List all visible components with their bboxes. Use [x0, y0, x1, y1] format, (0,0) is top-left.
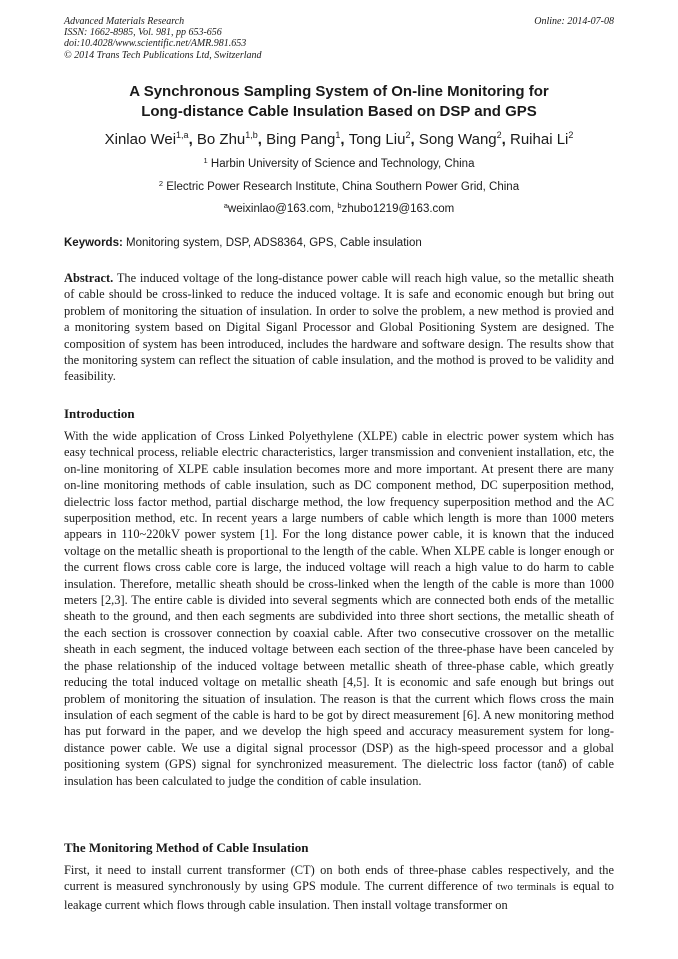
monitoring-body: First, it need to install current transformer (CT) on both ends of three-phase cables respectively, and the current is measured synchronously by using GPS module. The current difference of two terminals is equal to leakage current which flows through cable insulation. Then install voltage transformer on: [64, 863, 614, 912]
author-sup: 2: [496, 130, 502, 140]
email-link[interactable]: zhubo1219@163.com: [341, 203, 455, 215]
keywords-text: Monitoring system, DSP, ADS8364, GPS, Cable insulation: [126, 237, 422, 249]
abstract: [64, 270, 614, 385]
author-sup: 2: [568, 130, 574, 140]
author-sup: 2: [405, 130, 411, 140]
author-sup: 1,a: [176, 130, 189, 140]
author-name: Bing Pang: [266, 131, 336, 148]
keywords-label: Keywords:: [64, 237, 123, 249]
affiliation-2: $^2$ Electric Power Research Institute, China Southern Power Grid, China: [158, 179, 520, 193]
author-name: Tong Liu: [348, 131, 406, 148]
email-link[interactable]: weixinlao@163.com,: [227, 203, 335, 215]
abstract-label: Abstract.: [64, 271, 114, 285]
author-name: Xinlao Wei: [104, 131, 177, 148]
copyright-line: © 2014 Trans Tech Publications Ltd, Switzerland: [64, 49, 262, 61]
journal-header: [64, 16, 262, 61]
title-line-2: Long-distance Cable Insulation Based on DSP and GPS: [141, 103, 537, 120]
author-name: Ruihai Li: [510, 131, 569, 148]
author-sup: 1: [335, 130, 341, 140]
author-name: Song Wang: [418, 131, 497, 148]
keywords: [64, 236, 614, 250]
title-line-1: A Synchronous Sampling System of On-line Monitoring for: [129, 83, 549, 100]
author-list: Xinlao Wei$^{1,a}$, Bo Zhu$^{1,b}$, Bing Pang$^1$, Tong Liu$^2$, Song Wang$^2$, Ruihai Li$^2$: [104, 130, 574, 148]
abstract-text: The induced voltage of the long-distance power cable will reach high value, so the metallic sheath of cable should be cross-linked to reduce the induced voltage. It is safe and economic enough but bring out problem of monitoring the situation of insulation. In order to solve the problem, a new method is provied and a monitoring system based on Digital Siganl Processor and Global Positioning System are designed. The composition of system has been introduced, includes the hardware and software design. The results show that the monitoring system can reflect the situation of cable insulation, and the mothod is proved to be validity and feasibility.: [64, 271, 614, 384]
online-date: Online: 2014-07-08: [534, 16, 614, 27]
paper-title: [64, 82, 614, 122]
doi-line: doi:10.4028/www.scientific.net/AMR.981.653: [64, 38, 247, 50]
introduction-body: With the wide application of Cross Linked Polyethylene (XLPE) cable in electric power system which has easy technical process, reliable electric characteristics, larger transmission and convenient installation, etc, the on-line monitoring of XLPE cable insulation becomes more and more important. At present there are many on-line monitoring methods of cable insulation, such as DC component method, DC superposition method, dielectric loss factor method, partial discharge method, the low frequency superposition method and the AC superposition method, etc. In recent years a large numbers of cable which length is more than 1000 meters appears in 110~220kV power system [1]. For the long distance power cable, it is known that the induced voltage on the metallic sheath is proportional to the length of the cable. When XLPE cable is longer enough or the current flows cross cable core is large, the induced voltage will reach a high value to do harm to cable insulation. Therefore, metallic sheath should be cross-linked when the length of the cable is more than 1000 meters [2,3]. The entire cable is divided into several segments which are connected both ends of the metallic sheath to the ground, and then each segments are subdivided into three short sections, the metallic sheath of the each section is crossover connection by coaxial cable. After two consecutive crossover on the metallic sheath in each segment, the induced voltage between each section of the three-phase have been canceled by the phase relationship of the induced voltage between metallic sheath of three-phase cable, which greatly reducing the total induced voltage on metallic sheath [4,5]. It is economic and safe enough but brings out problem of monitoring the situation of insulation. The reason is that the current which flows cross the main insulation of each segment of the cable is hard to be got by direct measurement [6]. A new monitoring method has put forward in the paper, and we develop the high speed and accuracy measurement system for long-distance power cable. We use a digital signal processor (DSP) as the high-speed processor and a global positioning system (GPS) signal for synchronized measurement. The dielectric loss factor (tanδ) of cable insulation has been calculated to judge the condition of cable insulation.: [64, 429, 614, 788]
delta-symbol: δ: [556, 757, 563, 772]
affiliation-1: $^1$ Harbin University of Science and Technology, China: [203, 156, 475, 170]
section-heading-introduction: Introduction: [64, 406, 135, 421]
author-name: Bo Zhu: [196, 131, 246, 148]
journal-name: Advanced Materials Research: [64, 16, 185, 27]
section-heading-monitoring: The Monitoring Method of Cable Insulation: [64, 840, 309, 855]
author-emails: $^a$weixinlao@163.com, $^b$zhubo1219@163.com: [223, 201, 455, 215]
author-sup: 1,b: [245, 130, 258, 140]
issn-line: ISSN: 1662-8985, Vol. 981, pp 653-656: [64, 27, 222, 39]
